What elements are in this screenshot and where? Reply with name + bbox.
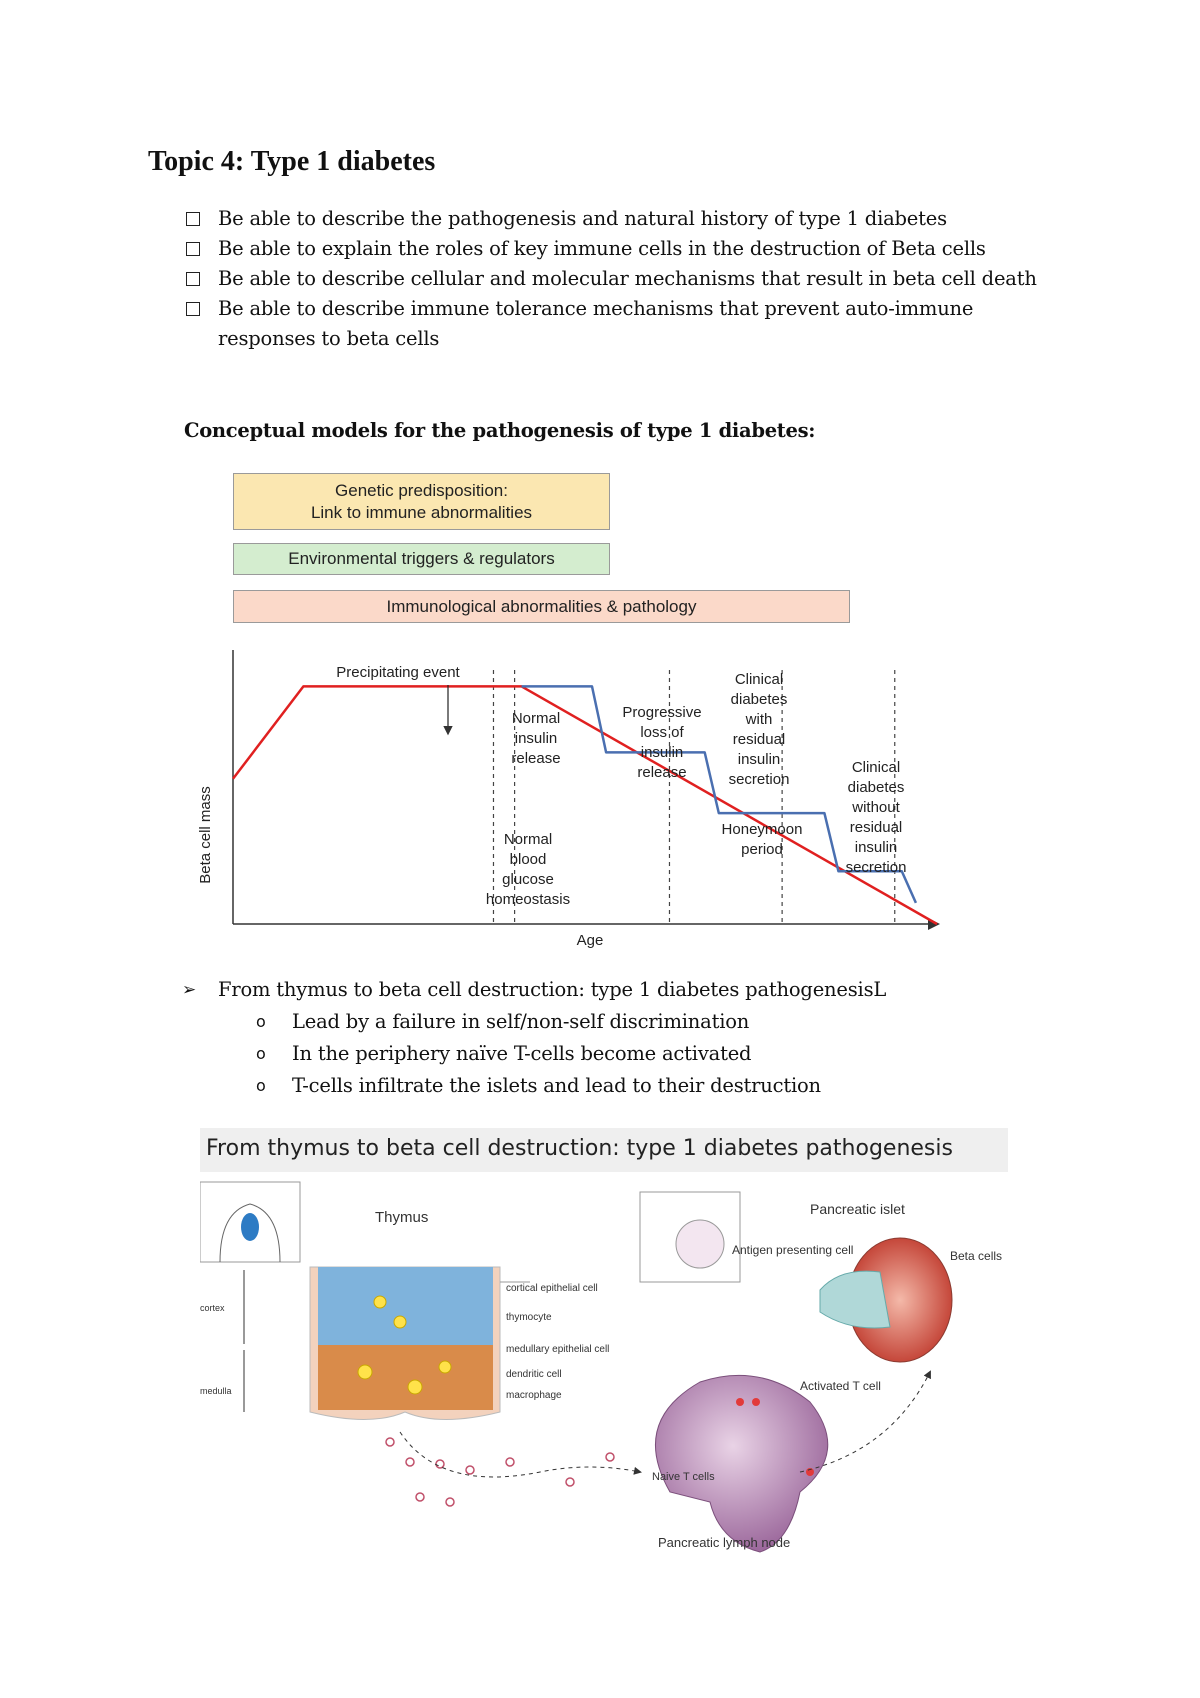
clinical-residual-label	[729, 671, 790, 788]
objective-text: Be able to describe immune tolerance mechanisms that prevent auto-immune responses to beta cells	[218, 297, 974, 350]
immunological-abnormalities-box	[233, 590, 850, 623]
learning-objectives-list	[184, 204, 1064, 354]
sub-bullet-text: In the periphery naïve T-cells become activated	[292, 1042, 752, 1065]
checkbox-icon[interactable]	[186, 272, 200, 286]
annotation-line: secretion	[845, 859, 907, 876]
checkbox-icon[interactable]	[186, 302, 200, 316]
pancreatic-lymph-node-label: Pancreatic lymph node	[658, 1535, 791, 1550]
sub-bullet	[256, 1070, 1082, 1102]
sub-bullet-text: T-cells infiltrate the islets and lead to their destruction	[292, 1074, 821, 1097]
cortex-label: cortex	[200, 1303, 225, 1313]
sub-bullet-list	[182, 1006, 1082, 1102]
clinical-without-label	[846, 759, 907, 876]
annotation-line: insulin	[640, 744, 684, 761]
beta-cells-label: Beta cells	[950, 1249, 1003, 1263]
figure-title: From thymus to beta cell destruction: type 1 diabetes pathogenesis	[200, 1128, 1008, 1172]
normal-glucose-label	[486, 831, 570, 908]
pathogenesis-bullets	[182, 974, 1082, 1102]
pathogenesis-illustration	[200, 1172, 1010, 1588]
x-axis-label: Age	[576, 932, 604, 949]
annotation-line: insulin	[514, 730, 558, 747]
annotation-line: Progressive	[622, 704, 702, 721]
sub-bullet-text: Lead by a failure in self/non-self discrimination	[292, 1010, 750, 1033]
annotation-line: insulin	[854, 839, 898, 856]
checkbox-icon[interactable]	[186, 242, 200, 256]
callout-dendritic-cell: dendritic cell	[506, 1369, 562, 1380]
objective-text: Be able to describe the pathogenesis and natural history of type 1 diabetes	[218, 207, 947, 230]
sub-bullet	[256, 1038, 1082, 1070]
annotation-line: glucose	[502, 871, 554, 888]
callout-medullary-epithelial: medullary epithelial cell	[506, 1344, 610, 1355]
annotation-line: Normal	[503, 831, 553, 848]
annotation-line: Normal	[511, 710, 561, 727]
annotation-line: secretion	[728, 771, 790, 788]
thymus-to-islet-figure	[200, 1128, 1010, 1588]
environmental-triggers-box	[233, 543, 610, 575]
annotation-line: Clinical	[851, 759, 901, 776]
annotation-line: diabetes	[847, 779, 905, 796]
precipitating-event-label: Precipitating event	[336, 664, 460, 681]
body-thumbnail	[200, 1182, 300, 1262]
annotation-line: blood	[509, 851, 547, 868]
callout-cortical-epithelial: cortical epithelial cell	[506, 1283, 598, 1294]
annotation-line: diabetes	[730, 691, 788, 708]
thymus-callouts	[506, 1283, 609, 1401]
objective-item	[184, 234, 1064, 264]
progressive-loss-label	[622, 704, 701, 781]
objective-text: Be able to describe cellular and molecular mechanisms that result in beta cell death	[218, 267, 1037, 290]
genetic-predisposition-box	[233, 473, 610, 530]
beta-cell-mass-chart	[190, 640, 950, 960]
callout-thymocyte: thymocyte	[506, 1312, 552, 1323]
annotation-line: Honeymoon	[721, 821, 803, 838]
objective-item	[184, 204, 1064, 234]
circle-bullet-icon: o	[256, 1012, 266, 1031]
circle-bullet-icon: o	[256, 1076, 266, 1095]
checkbox-icon[interactable]	[186, 212, 200, 226]
objective-item	[184, 294, 1064, 354]
annotation-line: period	[741, 841, 783, 858]
annotation-line: homeostasis	[485, 891, 571, 908]
environmental-label: Environmental triggers & regulators	[288, 549, 555, 568]
thymus-label: Thymus	[375, 1209, 429, 1226]
antigen-presenting-label: Antigen presenting cell	[732, 1243, 854, 1257]
y-axis-label: Beta cell mass	[197, 786, 214, 884]
normal-insulin-label	[511, 710, 560, 767]
annotation-line: Clinical	[734, 671, 784, 688]
beta-cell-decline-line	[233, 686, 937, 924]
genetic-line-1: Genetic predisposition:	[335, 480, 508, 500]
objective-text: Be able to explain the roles of key immune cells in the destruction of Beta cells	[218, 237, 986, 260]
annotation-line: residual	[849, 819, 903, 836]
naive-t-cells-label: Naive T cells	[652, 1471, 715, 1483]
annotation-line: residual	[732, 731, 786, 748]
callout-macrophage: macrophage	[506, 1390, 562, 1401]
annotation-line: with	[745, 711, 773, 728]
circle-bullet-icon: o	[256, 1044, 266, 1063]
annotation-line: release	[511, 750, 561, 767]
annotation-line: loss of	[640, 724, 684, 741]
annotation-line: without	[852, 799, 900, 816]
page-title: Topic 4: Type 1 diabetes	[148, 146, 436, 177]
pancreatic-islet-label: Pancreatic islet	[810, 1201, 905, 1217]
immunological-label: Immunological abnormalities & pathology	[386, 596, 697, 616]
chart-series	[233, 686, 937, 924]
section-heading: Conceptual models for the pathogenesis of type 1 diabetes:	[184, 419, 816, 442]
thymus-lobule	[310, 1267, 500, 1420]
activated-t-cell-label: Activated T cell	[800, 1379, 881, 1393]
sub-bullet	[256, 1006, 1082, 1038]
arrowhead-bullet-icon: ➢	[182, 980, 197, 1000]
objective-item	[184, 264, 1064, 294]
annotation-line: insulin	[737, 751, 781, 768]
main-bullet	[182, 974, 1082, 1006]
pancreatic-lymph-node	[655, 1375, 827, 1552]
migrating-t-cells	[386, 1438, 614, 1506]
annotation-line: release	[637, 764, 687, 781]
pancreas-thumbnail	[640, 1192, 740, 1282]
main-bullet-text: From thymus to beta cell destruction: type 1 diabetes pathogenesisL	[218, 978, 887, 1001]
medulla-label: medulla	[200, 1386, 232, 1396]
genetic-line-2: Link to immune abnormalities	[310, 502, 533, 522]
migration-path	[400, 1432, 640, 1477]
